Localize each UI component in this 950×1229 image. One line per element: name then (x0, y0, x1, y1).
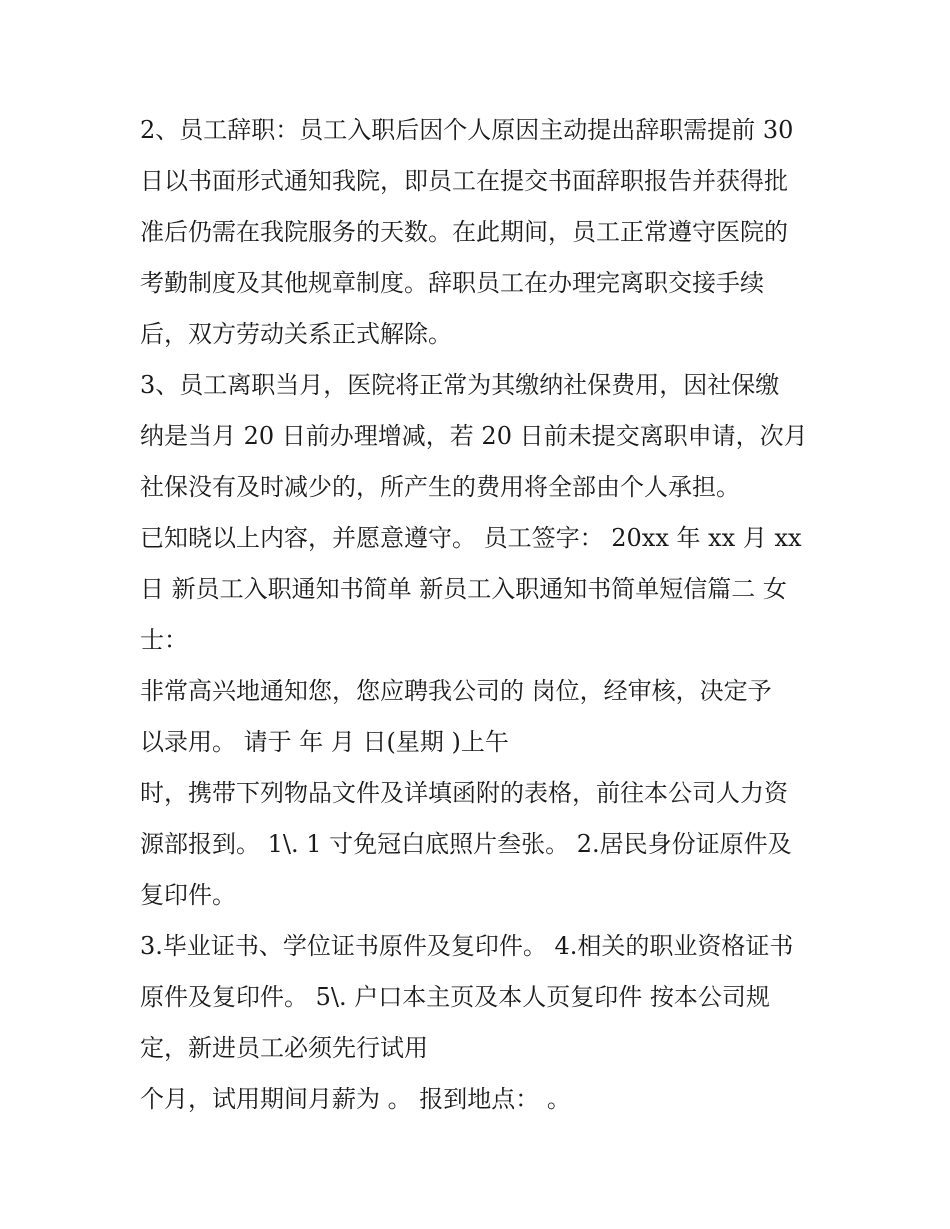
text-line: 个月，试用期间月薪为 。 报到地点： 。 (140, 1085, 571, 1113)
document-body (140, 108, 820, 1128)
text-line: 纳是当月 20 日前办理增减，若 20 日前未提交离职申请，次月 (140, 422, 808, 450)
text-line: 后，双方劳动关系正式解除。 (140, 320, 452, 348)
text-line: 源部报到。 1\. 1 寸免冠白底照片叁张。 2.居民身份证原件及 (140, 830, 792, 858)
text-line: 已知晓以上内容，并愿意遵守。 员工签字： 20xx 年 xx 月 xx (140, 524, 802, 552)
text-line: 时，携带下列物品文件及详填函附的表格，前往本公司人力资 (140, 779, 788, 807)
text-line: 社保没有及时减少的，所产生的费用将全部由个人承担。 (140, 473, 740, 501)
text-line: 士： (140, 626, 188, 654)
text-line: 3.毕业证书、学位证书原件及复印件。 4.相关的职业资格证书 (140, 932, 794, 960)
text-line: 日以书面形式通知我院，即员工在提交书面辞职报告并获得批 (140, 167, 788, 195)
text-line: 以录用。 请于 年 月 日(星期 )上午 (140, 728, 509, 756)
text-line: 原件及复印件。 5\. 户口本主页及本人页复印件 按本公司规 (140, 983, 770, 1011)
text-line: 3、员工离职当月，医院将正常为其缴纳社保费用，因社保缴 (140, 371, 780, 399)
text-line: 非常高兴地通知您，您应聘我公司的 岗位，经审核，决定予 (140, 677, 772, 705)
text-line: 复印件。 (140, 881, 236, 909)
text-line: 日 新员工入职通知书简单 新员工入职通知书简单短信篇二 女 (140, 575, 787, 603)
text-line: 定，新进员工必须先行试用 (140, 1034, 428, 1062)
text-line: 准后仍需在我院服务的天数。在此期间，员工正常遵守医院的 (140, 218, 788, 246)
text-line: 2、员工辞职：员工入职后因个人原因主动提出辞职需提前 30 (140, 116, 794, 144)
text-line: 考勤制度及其他规章制度。辞职员工在办理完离职交接手续 (140, 269, 764, 297)
